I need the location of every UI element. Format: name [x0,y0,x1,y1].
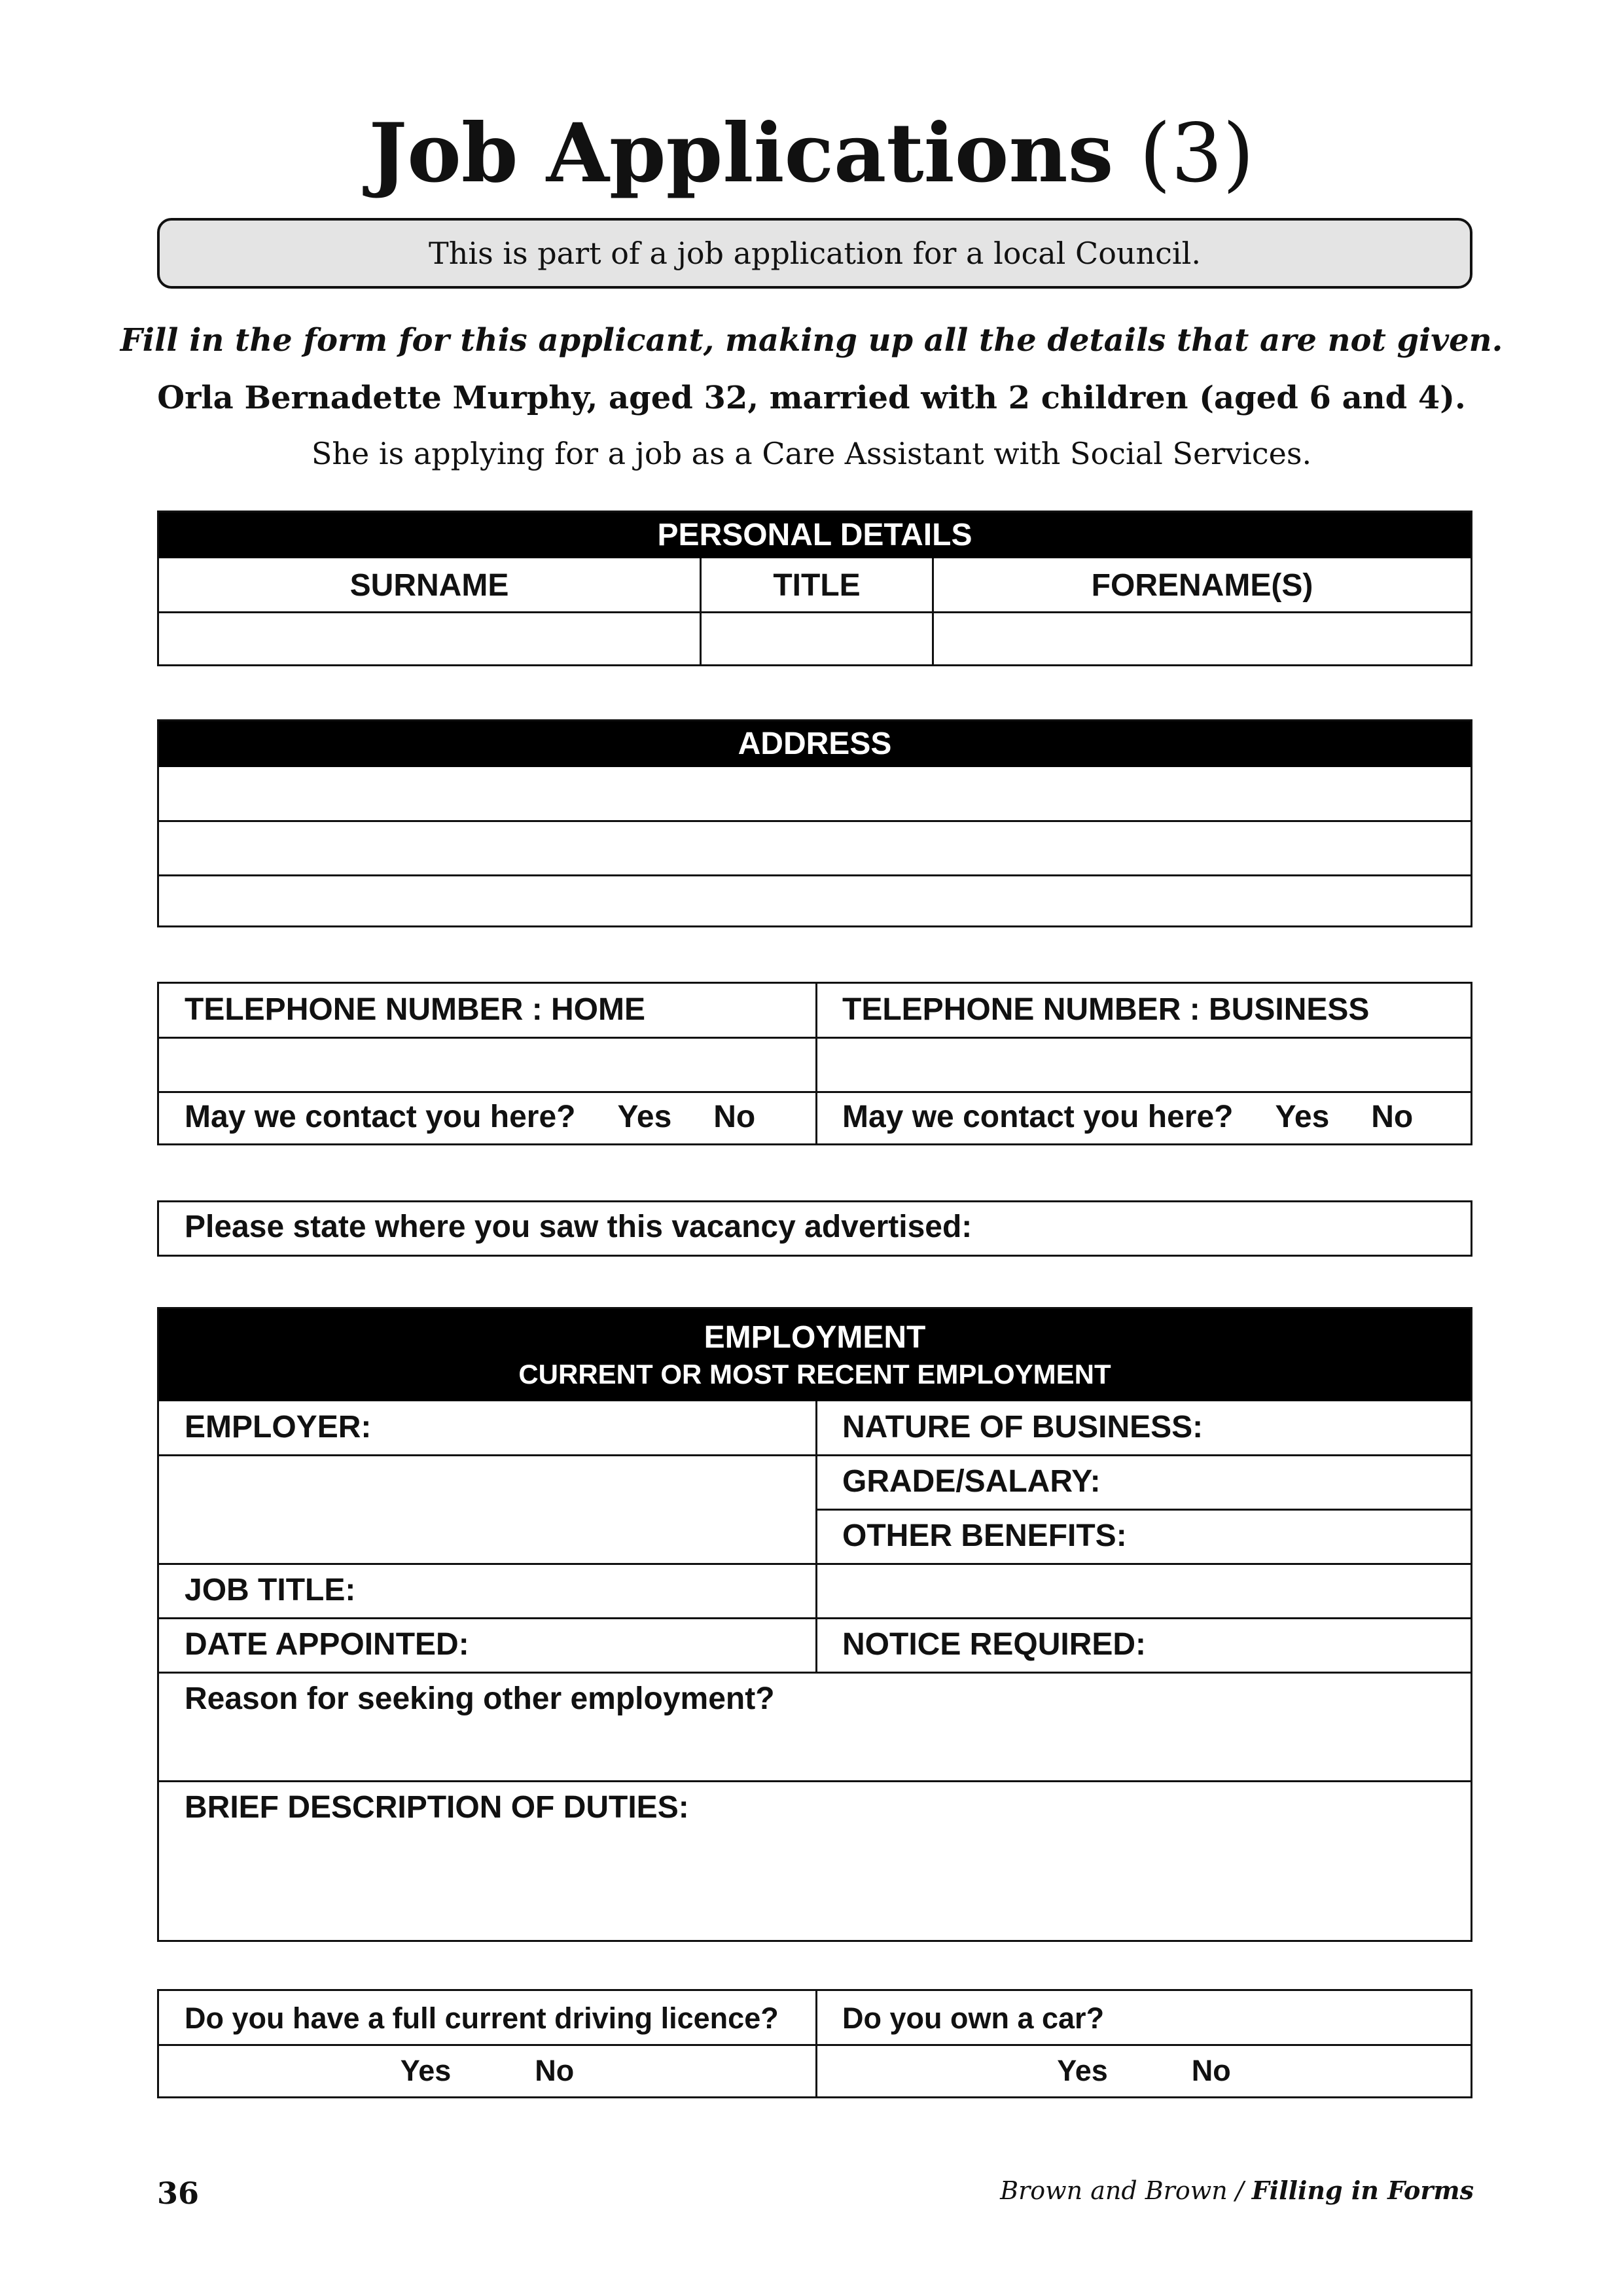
reason-label: Reason for seeking other employment? [185,1681,775,1716]
employment-subheader-text: CURRENT OR MOST RECENT EMPLOYMENT [518,1359,1111,1390]
employment-header [159,1309,1471,1401]
title-field[interactable] [702,613,932,666]
contact-business-question: May we contact you here? [842,1100,1234,1134]
applicant-details: Orla Bernadette Murphy, aged 32, married with 2 children (aged 6 and 4). [157,380,1466,416]
page-title-main: Job Applications [368,106,1114,201]
telephone-home-field[interactable] [159,1039,815,1091]
job-title-label: JOB TITLE: [185,1573,356,1607]
contact-business-yes-option[interactable]: Yes [1275,1100,1330,1134]
date-appointed-label: DATE APPOINTED: [185,1627,469,1662]
forenames-label: FORENAME(S) [1091,568,1313,603]
car-no-option[interactable]: No [1191,2054,1231,2087]
car-question: Do you own a car? [842,2001,1105,2035]
divider [159,1091,1471,1093]
address-header [159,721,1471,767]
page-number: 36 [157,2176,200,2211]
intro-box [157,218,1472,289]
divider [159,1780,1471,1782]
forenames-field[interactable] [934,613,1471,666]
telephone-business-label: TELEPHONE NUMBER : BUSINESS [842,992,1370,1027]
address-line-3-field[interactable] [159,876,1471,927]
address-section [157,719,1472,927]
personal-details-section [157,511,1472,666]
page-title [0,98,1623,209]
intro-text: This is part of a job application for a local Council. [429,236,1201,271]
car-yes-option[interactable]: Yes [1057,2054,1108,2087]
employer-label: EMPLOYER: [185,1410,372,1444]
telephone-home-label: TELEPHONE NUMBER : HOME [185,992,646,1027]
address-header-text: ADDRESS [738,726,892,761]
nature-of-business-label: NATURE OF BUSINESS: [842,1410,1204,1444]
surname-field[interactable] [159,613,700,666]
contact-home-row [185,1099,755,1136]
contact-home-no-option[interactable]: No [713,1100,756,1134]
driving-section [157,1989,1472,2098]
footer-book-title: Filling in Forms [1251,2176,1474,2205]
notice-required-label: NOTICE REQUIRED: [842,1627,1147,1662]
contact-home-question: May we contact you here? [185,1100,576,1134]
page-title-number: (3) [1139,107,1255,201]
job-details: She is applying for a job as a Care Assistant with Social Services. [311,436,1312,471]
extra-field[interactable] [817,1565,1471,1617]
car-options [817,2053,1471,2089]
divider [815,1401,817,1672]
address-line-2-field[interactable] [159,822,1471,874]
telephone-business-field[interactable] [817,1039,1471,1091]
divider [159,1672,1471,1674]
personal-details-header [159,512,1471,558]
title-label: TITLE [773,568,861,603]
contact-business-row [842,1099,1413,1136]
divider [159,2044,1471,2046]
vacancy-question: Please state where you saw this vacancy advertised: [185,1210,972,1244]
grade-salary-label: GRADE/SALARY: [842,1464,1101,1499]
duties-field[interactable] [159,1828,1471,1940]
employment-section [157,1307,1472,1942]
other-benefits-label: OTHER BENEFITS: [842,1518,1127,1553]
duties-label: BRIEF DESCRIPTION OF DUTIES: [185,1790,689,1825]
telephone-section [157,982,1472,1145]
reason-field[interactable] [159,1719,1471,1780]
divider [159,1617,1471,1619]
licence-options [159,2053,815,2089]
employer-field[interactable] [159,1456,815,1563]
licence-yes-option[interactable]: Yes [400,2054,452,2087]
footer-authors: Brown and Brown / [1000,2176,1244,2205]
personal-details-header-text: PERSONAL DETAILS [657,518,972,552]
licence-question: Do you have a full current driving licence? [185,2001,779,2035]
divider [815,1509,1471,1511]
surname-label: SURNAME [349,568,509,603]
contact-business-no-option[interactable]: No [1371,1100,1414,1134]
footer-credit [1000,2176,1474,2205]
licence-no-option[interactable]: No [535,2054,575,2087]
contact-home-yes-option[interactable]: Yes [617,1100,672,1134]
task-instruction: Fill in the form for this applicant, making up all the details that are not given. [120,322,1503,359]
vacancy-section[interactable] [157,1200,1472,1257]
employment-header-text: EMPLOYMENT [704,1320,926,1355]
address-line-1-field[interactable] [159,767,1471,820]
